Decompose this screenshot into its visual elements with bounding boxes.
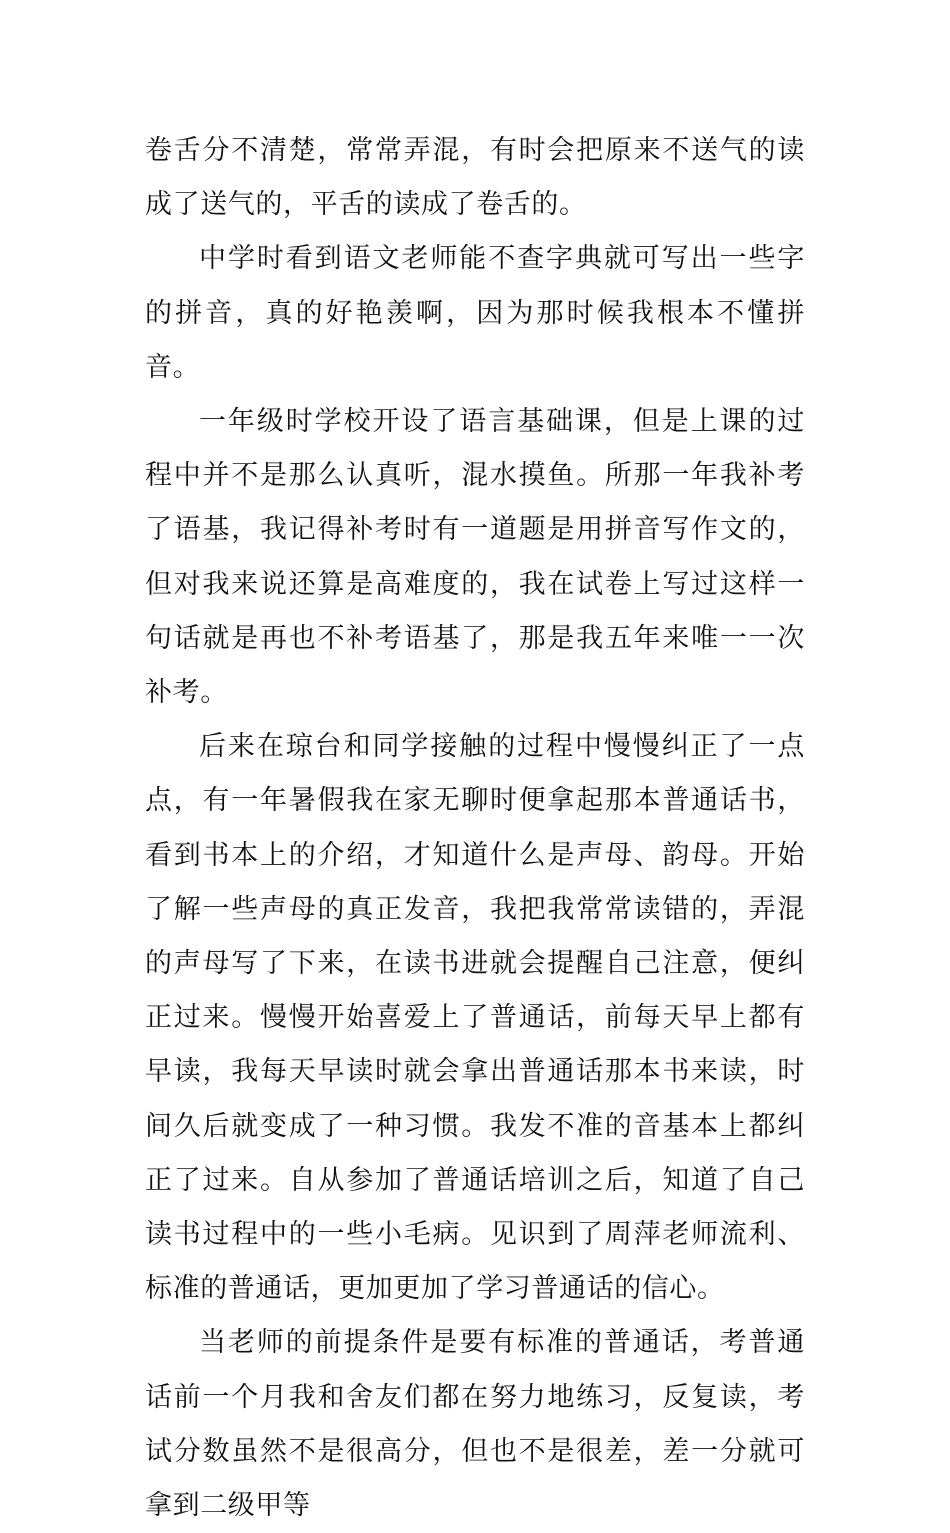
document-body bbox=[145, 124, 805, 1533]
paragraph-2: 中学时看到语文老师能不查字典就可写出一些字的拼音，真的好艳羡啊，因为那时候我根本不懂拼音。 bbox=[145, 243, 805, 383]
paragraph-3: 一年级时学校开设了语言基础课，但是上课的过程中并不是那么认真听，混水摸鱼。所那一年我补考了语基，我记得补考时有一道题是用拼音写作文的，但对我来说还算是高难度的，我在试卷上写过这样一句话就是再也不补考语基了，那是我五年来唯一一次补考。 bbox=[145, 406, 805, 709]
paragraph-1: 卷舌分不清楚，常常弄混，有时会把原来不送气的读成了送气的，平舌的读成了卷舌的。 bbox=[145, 135, 805, 221]
paragraph-5: 当老师的前提条件是要有标准的普通话，考普通话前一个月我和舍友们都在努力地练习，反复读，考试分数虽然不是很高分，但也不是很差，差一分就可拿到二级甲等 bbox=[145, 1327, 805, 1522]
paragraph-4: 后来在琼台和同学接触的过程中慢慢纠正了一点点，有一年暑假我在家无聊时便拿起那本普通话书，看到书本上的介绍，才知道什么是声母、韵母。开始了解一些声母的真正发音，我把我常常读错的，弄混的声母写了下来，在读书进就会提醒自己注意，便纠正过来。慢慢开始喜爱上了普通话，前每天早上都有早读，我每天早读时就会拿出普通话那本书来读，时间久后就变成了一种习惯。我发不准的音基本上都纠正了过来。自从参加了普通话培训之后，知道了自己读书过程中的一些小毛病。见识到了周萍老师流利、标准的普通话，更加更加了学习普通话的信心。 bbox=[145, 731, 805, 1305]
